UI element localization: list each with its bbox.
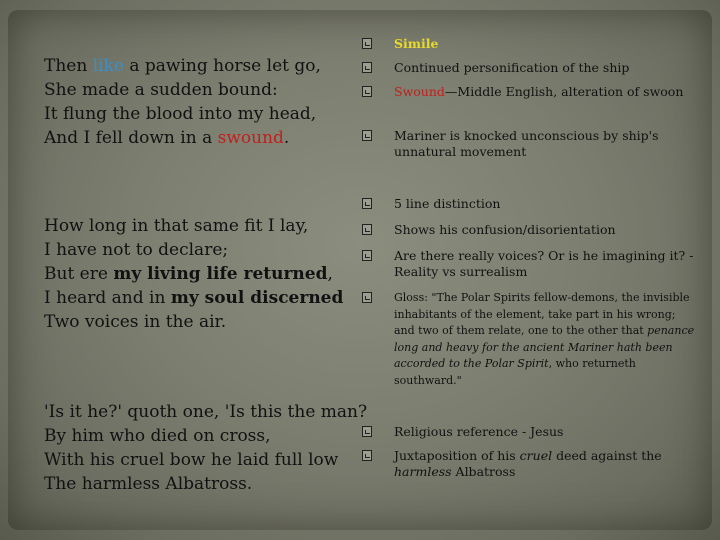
stanza-2-line-4 xyxy=(44,286,343,310)
text: Then xyxy=(44,56,93,76)
text: Albatross xyxy=(451,464,516,479)
stanza-3-line-4: The harmless Albatross. xyxy=(44,474,253,494)
note-text: Continued personification of the ship xyxy=(394,60,630,75)
stanza-1-line-2: She made a sudden bound: xyxy=(44,80,278,100)
note-text: Shows his confusion/disorientation xyxy=(394,222,616,237)
checkbox-bullet-icon xyxy=(362,250,372,261)
checkbox-bullet-icon xyxy=(362,450,372,461)
note-text xyxy=(394,84,696,100)
text: But ere xyxy=(44,264,114,284)
note-text: Simile xyxy=(394,36,439,51)
text: deed against the xyxy=(552,448,662,463)
text: And I fell down in a xyxy=(44,128,218,148)
stanza-3-line-3: With his cruel bow he laid full low xyxy=(44,450,339,470)
bold-phrase: my soul discerned xyxy=(170,288,344,308)
note-text xyxy=(394,448,696,480)
stanza-1-line-4 xyxy=(44,126,321,150)
checkbox-bullet-icon xyxy=(362,198,372,209)
stanza-2-line-2: I have not to declare; xyxy=(44,240,229,260)
note-text: Mariner is knocked unconscious by ship's unnatural movement xyxy=(394,128,659,159)
text: , xyxy=(327,264,333,284)
text: , who returneth southward." xyxy=(394,357,636,387)
note-unconscious xyxy=(362,128,696,160)
stanza-3-line-1: 'Is it he?' quoth one, 'Is this the man? xyxy=(44,402,368,422)
text: . xyxy=(283,128,290,148)
checkbox-bullet-icon xyxy=(362,426,372,437)
text: I heard and in xyxy=(44,288,171,308)
stanza-2-line-3 xyxy=(44,262,343,286)
bold-phrase: my living life returned xyxy=(113,264,328,284)
italic-text: harmless xyxy=(394,464,452,479)
stanza-1-line-1 xyxy=(44,54,321,78)
stanza-2 xyxy=(44,214,343,334)
italic-text: penance long and heavy for the ancient Mariner hath been accorded to the Polar Spirit xyxy=(394,324,695,370)
stanza-3-line-2: By him who died on cross, xyxy=(44,426,271,446)
highlight-swound: swound xyxy=(217,128,284,148)
note-text: Religious reference - Jesus xyxy=(394,424,564,439)
checkbox-bullet-icon xyxy=(362,292,372,303)
stanza-2-line-5: Two voices in the air. xyxy=(44,312,227,332)
stanza-2-line-1: How long in that same fit I lay, xyxy=(44,216,309,236)
text: a pawing horse let go, xyxy=(123,56,321,76)
text: Juxtaposition of his xyxy=(394,448,520,463)
stanza-1-line-3: It flung the blood into my head, xyxy=(44,104,317,124)
stanza-1 xyxy=(44,54,321,150)
note-personification xyxy=(362,60,696,76)
highlight-swound: Swound xyxy=(394,84,445,99)
note-simile xyxy=(362,36,696,52)
note-text xyxy=(394,290,696,389)
checkbox-bullet-icon xyxy=(362,38,372,49)
note-five-line xyxy=(362,196,696,212)
italic-text: cruel xyxy=(519,448,553,463)
note-swound xyxy=(362,84,696,100)
note-confusion xyxy=(362,222,696,238)
checkbox-bullet-icon xyxy=(362,224,372,235)
stanza-3 xyxy=(44,400,367,496)
checkbox-bullet-icon xyxy=(362,62,372,73)
note-text: 5 line distinction xyxy=(394,196,501,211)
highlight-like: like xyxy=(92,56,124,76)
note-juxtaposition xyxy=(362,448,696,480)
note-voices xyxy=(362,248,696,280)
note-religious xyxy=(362,424,696,440)
text: —Middle English, alteration of swoon xyxy=(444,84,684,99)
checkbox-bullet-icon xyxy=(362,130,372,141)
text: Gloss: "The Polar Spirits fellow-demons, the invisible inhabitants of the element, take part in his wrong; and two of them relate, one to the other that xyxy=(394,291,690,337)
checkbox-bullet-icon xyxy=(362,86,372,97)
note-text: Are there really voices? Or is he imagining it? - Reality vs surrealism xyxy=(394,248,694,279)
note-gloss xyxy=(362,290,696,389)
